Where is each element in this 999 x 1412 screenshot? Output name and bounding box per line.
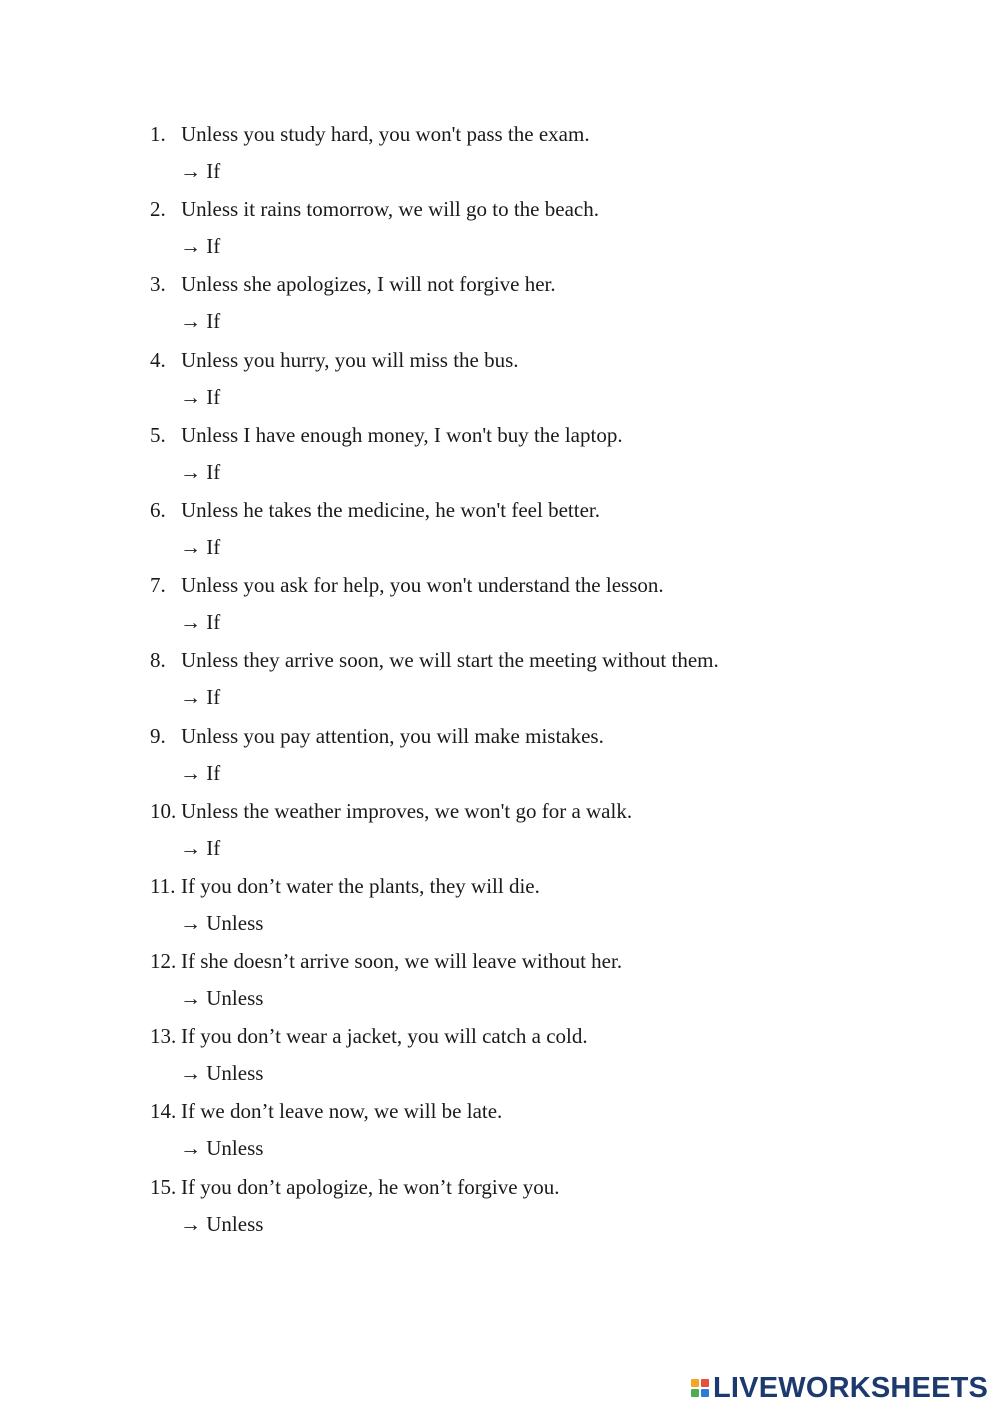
exercise-item: [0, 945, 999, 1020]
item-number: 13.: [150, 1024, 177, 1049]
item-answer-prompt[interactable]: → If: [180, 760, 221, 785]
item-answer-prompt[interactable]: → If: [180, 384, 221, 409]
item-answer-prompt[interactable]: → If: [180, 610, 221, 635]
exercise-item: [0, 644, 999, 719]
item-number: 4.: [150, 347, 166, 372]
item-number: 1.: [150, 122, 166, 146]
item-answer-prompt[interactable]: → Unless: [180, 1136, 264, 1161]
item-number: 2.: [150, 197, 166, 222]
item-answer-prompt[interactable]: → If: [180, 309, 221, 334]
item-number: 3.: [150, 272, 166, 297]
exercise-item: [0, 193, 999, 268]
exercise-list: [0, 118, 999, 1246]
item-sentence: If you don’t wear a jacket, you will catch a cold.: [181, 1024, 588, 1049]
item-sentence: Unless he takes the medicine, he won't feel better.: [181, 497, 600, 522]
exercise-item: [0, 870, 999, 945]
exercise-item: [0, 1020, 999, 1095]
item-answer-prompt[interactable]: → If: [180, 159, 221, 183]
item-sentence: Unless she apologizes, I will not forgive her.: [181, 272, 556, 297]
item-answer-prompt[interactable]: → Unless: [180, 986, 264, 1011]
item-sentence: If you don’t apologize, he won’t forgive you.: [181, 1174, 560, 1199]
liveworksheets-logo: [691, 1374, 988, 1402]
exercise-item: [0, 344, 999, 419]
item-answer-prompt[interactable]: → If: [180, 234, 221, 259]
item-sentence: Unless you study hard, you won't pass the exam.: [181, 122, 590, 146]
exercise-item: [0, 720, 999, 795]
item-sentence: Unless I have enough money, I won't buy the laptop.: [181, 422, 623, 447]
item-answer-prompt[interactable]: → Unless: [180, 1061, 264, 1086]
item-number: 7.: [150, 573, 166, 598]
item-sentence: Unless it rains tomorrow, we will go to the beach.: [181, 197, 599, 222]
item-number: 9.: [150, 723, 166, 748]
item-sentence: Unless you pay attention, you will make mistakes.: [181, 723, 604, 748]
item-answer-prompt[interactable]: → If: [180, 685, 221, 710]
item-answer-prompt[interactable]: → If: [180, 835, 221, 860]
item-number: 5.: [150, 422, 166, 447]
item-sentence: Unless the weather improves, we won't go for a walk.: [181, 798, 633, 823]
item-number: 11.: [150, 873, 176, 898]
item-sentence: If she doesn’t arrive soon, we will leave without her.: [181, 949, 623, 974]
exercise-item: [0, 268, 999, 343]
logo-text: LIVEWORKSHEETS: [713, 1372, 989, 1404]
item-sentence: Unless you ask for help, you won't understand the lesson.: [181, 573, 664, 598]
exercise-item: [0, 419, 999, 494]
item-answer-prompt[interactable]: → If: [180, 534, 221, 559]
item-sentence: Unless they arrive soon, we will start the meeting without them.: [181, 648, 719, 673]
exercise-item: [0, 1171, 999, 1246]
item-sentence: If we don’t leave now, we will be late.: [181, 1099, 503, 1124]
item-sentence: Unless you hurry, you will miss the bus.: [181, 347, 519, 372]
item-number: 15.: [150, 1174, 177, 1199]
exercise-item: [0, 795, 999, 870]
liveworksheets-logo-icon: [691, 1379, 709, 1397]
item-answer-prompt[interactable]: → If: [180, 459, 221, 484]
item-number: 10.: [150, 798, 177, 823]
item-answer-prompt[interactable]: → Unless: [180, 1211, 264, 1236]
item-number: 6.: [150, 497, 166, 522]
item-number: 8.: [150, 648, 166, 673]
exercise-item: [0, 569, 999, 644]
item-number: 12.: [150, 949, 177, 974]
exercise-item: [0, 494, 999, 569]
item-answer-prompt[interactable]: → Unless: [180, 910, 264, 935]
item-sentence: If you don’t water the plants, they will die.: [181, 873, 540, 898]
exercise-item: [0, 1095, 999, 1170]
item-number: 14.: [150, 1099, 177, 1124]
exercise-item: [0, 118, 999, 193]
